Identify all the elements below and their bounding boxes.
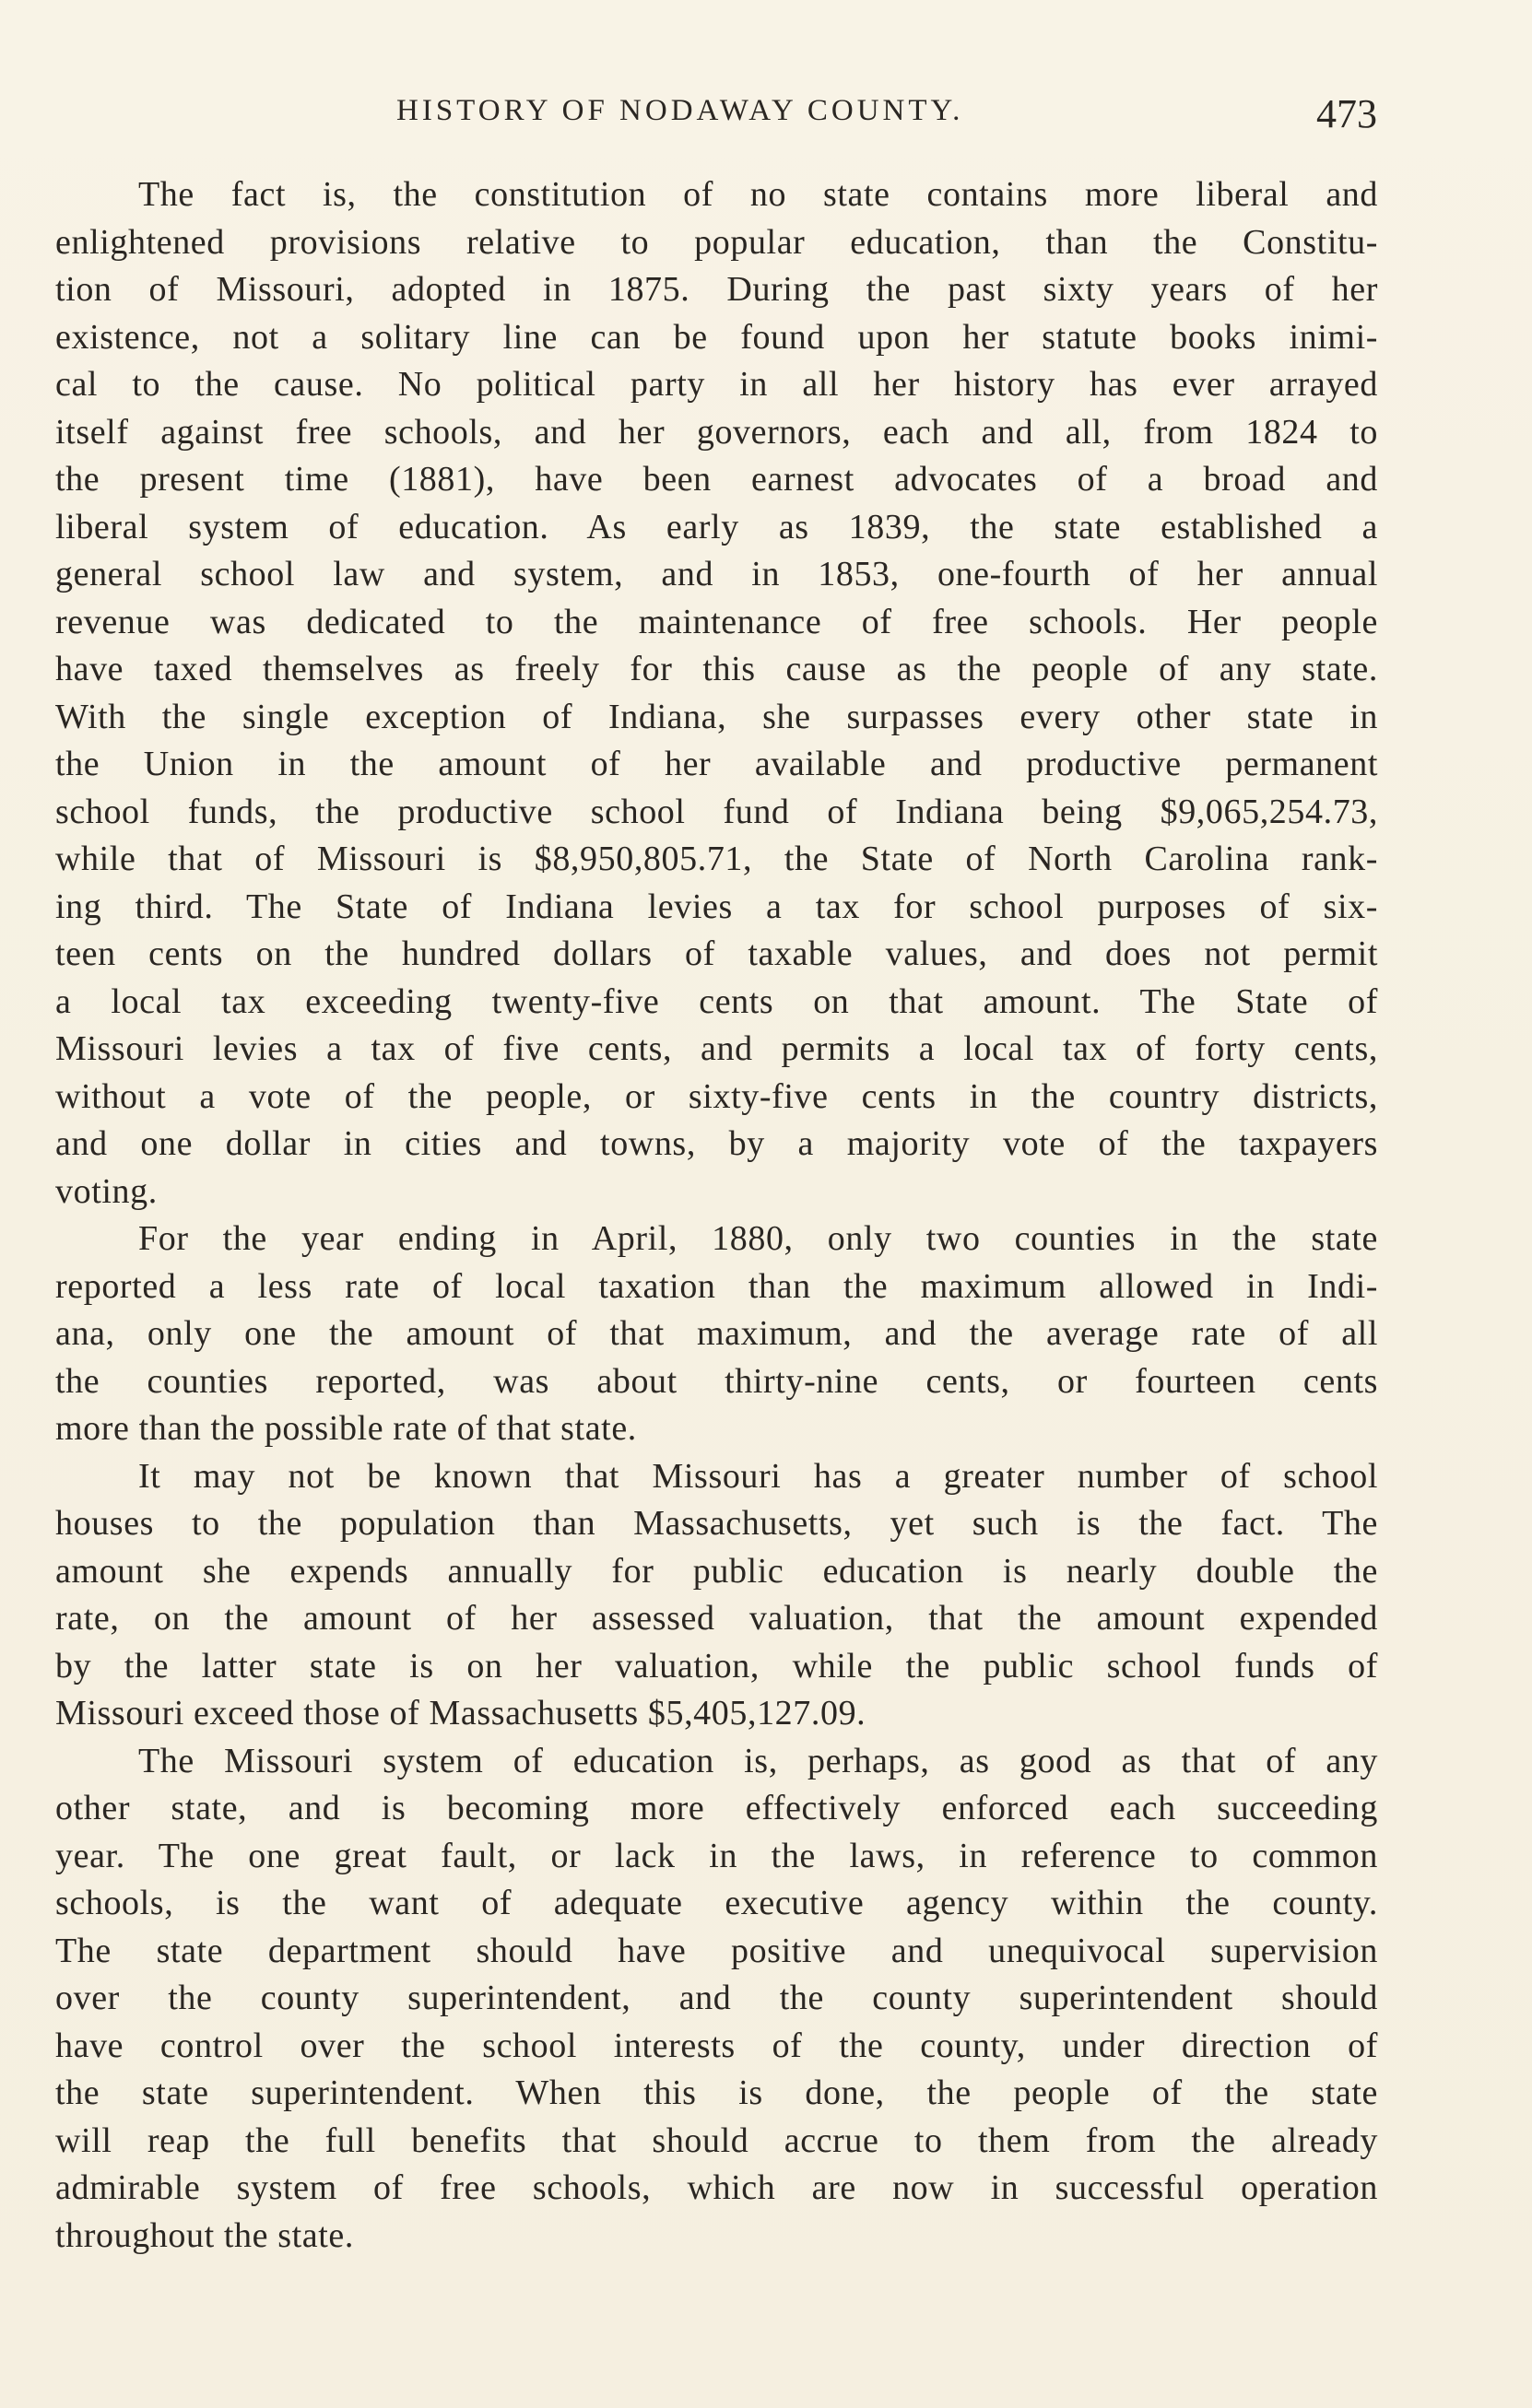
text-line: school funds, the productive school fund of Indiana being $9,065,254.73, — [55, 792, 1378, 831]
page-number: 473 — [1316, 91, 1377, 136]
running-head-title: HISTORY OF NODAWAY COUNTY. — [396, 94, 964, 127]
text-line: the present time (1881), have been earnest advocates of a broad and — [55, 460, 1378, 499]
paragraph-3 — [55, 1453, 1378, 1738]
text-line: without a vote of the people, or sixty-five cents in the country districts, — [55, 1076, 1378, 1116]
text-line: itself against free schools, and her governors, each and all, from 1824 to — [55, 412, 1378, 452]
text-line: throughout the state. — [55, 2215, 354, 2255]
text-line: houses to the population than Massachusetts, yet such is the fact. The — [55, 1504, 1378, 1543]
text-line: schools, is the want of adequate executive agency within the county. — [55, 1884, 1378, 1922]
text-line: a local tax exceeding twenty-five cents on that amount. The State of — [55, 981, 1378, 1021]
text-line: For the year ending in April, 1880, only two counties in the state — [138, 1219, 1378, 1258]
text-line: revenue was dedicated to the maintenance of free schools. Her people — [55, 602, 1378, 641]
text-line: teen cents on the hundred dollars of taxable values, and does not permit — [55, 934, 1378, 973]
text-line: ing third. The State of Indiana levies a tax for school purposes of six- — [55, 887, 1378, 926]
text-line: existence, not a solitary line can be found upon her statute books inimi- — [55, 317, 1378, 357]
text-line: have control over the school interests of the county, under direction of — [55, 2026, 1378, 2065]
text-line: more than the possible rate of that state. — [55, 1409, 637, 1448]
text-line: reported a less rate of local taxation than the maximum allowed in Indi- — [55, 1266, 1378, 1306]
text-line: voting. — [55, 1171, 158, 1211]
text-line: while that of Missouri is $8,950,805.71, the State of North Carolina rank- — [55, 840, 1378, 878]
running-head — [0, 90, 1532, 146]
text-line: The Missouri system of education is, perhaps, as good as that of any — [138, 1741, 1378, 1780]
text-line: Missouri exceed those of Massachusetts $5,405,127.09. — [55, 1694, 866, 1733]
text-line: rate, on the amount of her assessed valuation, that the amount expended — [55, 1599, 1378, 1638]
text-line: will reap the full benefits that should accrue to them from the already — [55, 2120, 1378, 2160]
text-line: enlightened provisions relative to popular education, than the Constitu- — [55, 222, 1378, 262]
text-line: ana, only one the amount of that maximum, and the average rate of all — [55, 1314, 1378, 1353]
paragraph-4 — [55, 1738, 1378, 2261]
text-line: It may not be known that Missouri has a greater number of school — [138, 1456, 1378, 1496]
text-line: general school law and system, and in 1853, one-fourth of her annual — [55, 555, 1378, 593]
text-line: With the single exception of Indiana, she surpasses every other state in — [55, 697, 1378, 736]
text-line: the Union in the amount of her available and productive permanent — [55, 745, 1378, 783]
text-line: tion of Missouri, adopted in 1875. During the past sixty years of her — [55, 270, 1378, 309]
paragraph-2 — [55, 1216, 1378, 1453]
text-line: by the latter state is on her valuation, while the public school funds of — [55, 1646, 1378, 1686]
paragraph-1 — [55, 171, 1378, 1216]
body-text — [55, 171, 1378, 2260]
text-line: year. The one great fault, or lack in the laws, in reference to common — [55, 1836, 1378, 1875]
text-line: over the county superintendent, and the county superintendent should — [55, 1979, 1378, 2017]
text-line: admirable system of free schools, which are now in successful operation — [55, 2168, 1378, 2207]
text-line: amount she expends annually for public education is nearly double the — [55, 1551, 1378, 1591]
text-line: liberal system of education. As early as 1839, the state established a — [55, 507, 1378, 546]
text-line: The fact is, the constitution of no state contains more liberal and — [138, 175, 1378, 214]
text-line: the counties reported, was about thirty-nine cents, or fourteen cents — [55, 1361, 1378, 1401]
text-line: have taxed themselves as freely for this cause as the people of any state. — [55, 650, 1378, 688]
text-line: cal to the cause. No political party in all her history has ever arrayed — [55, 365, 1378, 404]
text-line: other state, and is becoming more effectively enforced each succeeding — [55, 1789, 1378, 1827]
text-line: the state superintendent. When this is done, the people of the state — [55, 2073, 1378, 2112]
text-line: and one dollar in cities and towns, by a majority vote of the taxpayers — [55, 1124, 1378, 1163]
text-line: Missouri levies a tax of five cents, and permits a local tax of forty cents, — [55, 1029, 1378, 1068]
text-line: The state department should have positive and unequivocal supervision — [55, 1931, 1378, 1970]
